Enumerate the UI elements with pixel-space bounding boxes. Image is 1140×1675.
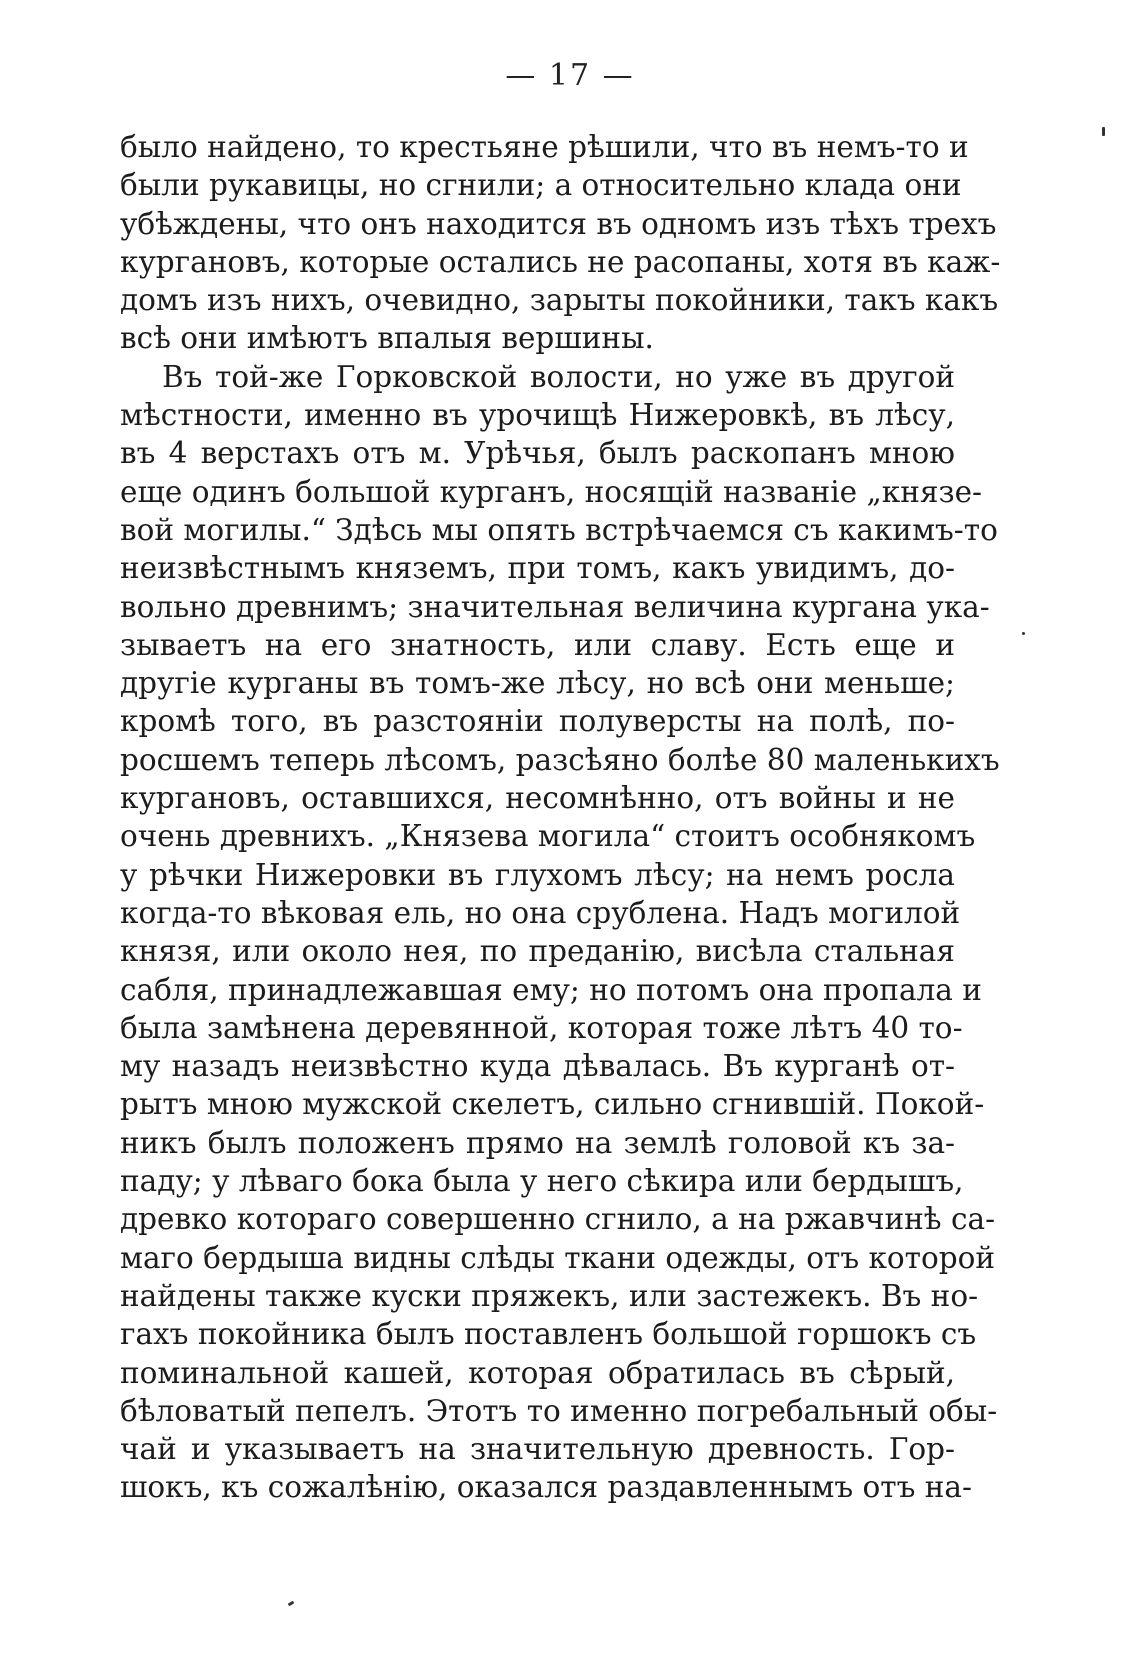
text-line: князя, или около нея, по преданію, висѣла стальная — [120, 934, 955, 969]
text-line: вой могилы.“ Здѣсь мы опять встрѣчаемся съ какимъ-то — [120, 512, 998, 547]
text-line: неизвѣстнымъ княземъ, при томъ, какъ увидимъ, до- — [120, 551, 955, 586]
text-line: очень древнихъ. „Князева могила“ стоитъ особнякомъ — [120, 819, 976, 854]
scan-speck — [288, 1601, 295, 1607]
text-line: поминальной кашей, которая обратилась въ сѣрый, — [120, 1355, 955, 1390]
text-line: кромѣ того, въ разстояніи полуверсты на полѣ, по- — [120, 704, 955, 739]
text-line: паду; у лѣваго бока была у него сѣкира или бердышъ, — [120, 1164, 964, 1199]
text-line: въ 4 верстахъ отъ м. Урѣчья, былъ раскопанъ мною — [120, 436, 955, 471]
scan-speck — [1022, 632, 1025, 635]
text-line: бѣловатый пепелъ. Этотъ то именно погребальный обы- — [120, 1393, 998, 1428]
text-line: у рѣчки Нижеровки въ глухомъ лѣсу; на немъ росла — [120, 857, 955, 892]
text-line: зываетъ на его знатность, или славу. Есть еще и — [120, 627, 955, 662]
text-line: Въ той-же Горковской волости, но уже въ другой — [162, 359, 955, 394]
text-line: росшемъ теперь лѣсомъ, разсѣяно болѣе 80 маленькихъ — [120, 742, 1000, 777]
text-line: найдены также куски пряжекъ, или застежекъ. Въ но- — [120, 1278, 979, 1313]
text-line: было найдено, то крестьяне рѣшили, что въ немъ-то и — [120, 130, 969, 164]
text-line: еще одинъ большой курганъ, носящій названіе „князе- — [120, 474, 982, 509]
text-line: маго бердыша видны слѣды ткани одежды, отъ которой — [120, 1240, 996, 1275]
text-line: убѣждены, что онъ находится въ одномъ изъ тѣхъ трехъ — [120, 206, 997, 241]
text-line: всѣ они имѣютъ впалыя вершины. — [120, 321, 654, 356]
text-line: древко котораго совершенно сгнило, а на ржавчинѣ са- — [120, 1202, 996, 1237]
body-text — [120, 128, 1001, 1507]
text-line: му назадъ неизвѣстно куда дѣвалась. Въ курганѣ от- — [120, 1049, 955, 1084]
text-line: шокъ, къ сожалѣнію, оказался раздавленнымъ отъ на- — [120, 1470, 972, 1505]
text-line: когда-то вѣковая ель, но она срублена. Надъ могилой — [120, 895, 961, 930]
text-line: кургановъ, оставшихся, несомнѣнно, отъ войны и не — [120, 781, 955, 816]
text-line: домъ изъ нихъ, очевидно, зарыты покойники, такъ какъ — [120, 283, 999, 318]
text-line: гахъ покойника былъ поставленъ большой горшокъ съ — [120, 1317, 977, 1352]
text-line: чай и указываетъ на значительную древность. Гор- — [120, 1432, 955, 1467]
text-line: были рукавицы, но сгнили; а относительно клада они — [120, 168, 962, 203]
text-line: мѣстности, именно въ урочищѣ Нижеровкѣ, въ лѣсу, — [120, 398, 955, 433]
text-line: вольно древнимъ; значительная величина кургана ука- — [120, 589, 990, 624]
text-line: никъ былъ положенъ прямо на землѣ головой къ за- — [120, 1125, 955, 1160]
text-line: другіе курганы въ томъ-же лѣсу, но всѣ они меньше; — [120, 666, 955, 701]
page-number: — 17 — — [505, 58, 635, 93]
scan-speck — [1102, 127, 1105, 136]
text-line: рытъ мною мужской скелетъ, сильно сгнившій. Покой- — [120, 1087, 985, 1122]
text-line: кургановъ, которые остались не расопаны, хотя въ каж- — [120, 244, 1001, 279]
text-line: была замѣнена деревянной, которая тоже лѣтъ 40 то- — [120, 1010, 963, 1045]
text-line: сабля, принадлежавшая ему; но потомъ она пропала и — [120, 972, 982, 1007]
